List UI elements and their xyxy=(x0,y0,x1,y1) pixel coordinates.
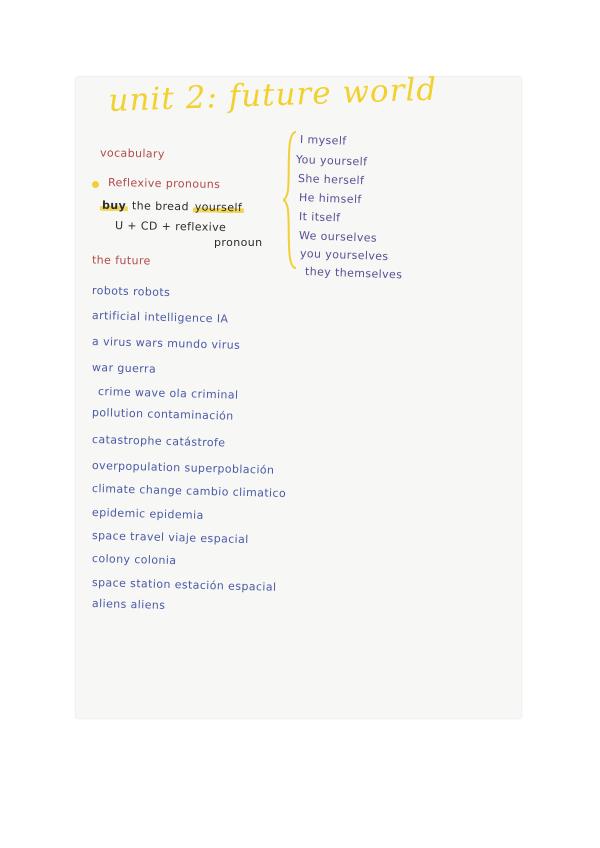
vocab-item: space travel viaje espacial xyxy=(91,529,249,547)
pronoun-item: I myself xyxy=(299,133,347,148)
pronoun-item: She herself xyxy=(297,172,365,188)
vocab-item: overpopulation superpoblación xyxy=(91,459,275,477)
pronoun-item: It itself xyxy=(298,210,341,225)
vocab-item: climate change cambio climatico xyxy=(91,482,287,501)
reflexive-formula-pronoun: pronoun xyxy=(214,236,263,249)
vocab-item: robots robots xyxy=(91,284,171,300)
reflexive-pronouns-label: Reflexive pronouns xyxy=(107,176,221,191)
bullet-dot xyxy=(92,181,99,188)
vocab-item: epidemic epidemia xyxy=(91,506,204,522)
vocab-item: crime wave ola criminal xyxy=(97,385,239,402)
page-title: unit 2: future world xyxy=(107,71,438,119)
vocab-item: pollution contaminación xyxy=(91,406,234,423)
vocab-item: aliens aliens xyxy=(91,597,166,612)
example-reflexive: yourself xyxy=(194,200,243,215)
pronoun-item: He himself xyxy=(298,191,362,207)
example-verb: buy xyxy=(101,198,127,213)
example-object: the bread xyxy=(131,199,190,214)
heading-the-future: the future xyxy=(91,253,151,268)
reflexive-example xyxy=(100,200,244,214)
pronoun-item: they themselves xyxy=(304,265,403,282)
vocab-item: a virus wars mundo virus xyxy=(91,335,241,352)
vocab-item: colony colonia xyxy=(91,552,177,568)
heading-vocabulary: vocabulary xyxy=(99,146,165,161)
vocab-item: war guerra xyxy=(91,361,157,376)
pronoun-item: you yourselves xyxy=(299,247,389,264)
vocab-item: space station estación espacial xyxy=(91,576,277,594)
reflexive-formula: U + CD + reflexive xyxy=(114,219,227,234)
pronoun-item: You yourself xyxy=(295,153,368,169)
vocab-item: catastrophe catástrofe xyxy=(91,433,226,450)
vocab-item: artificial intelligence IA xyxy=(91,309,229,326)
pronoun-item: We ourselves xyxy=(298,229,378,245)
curly-brace xyxy=(282,130,298,270)
